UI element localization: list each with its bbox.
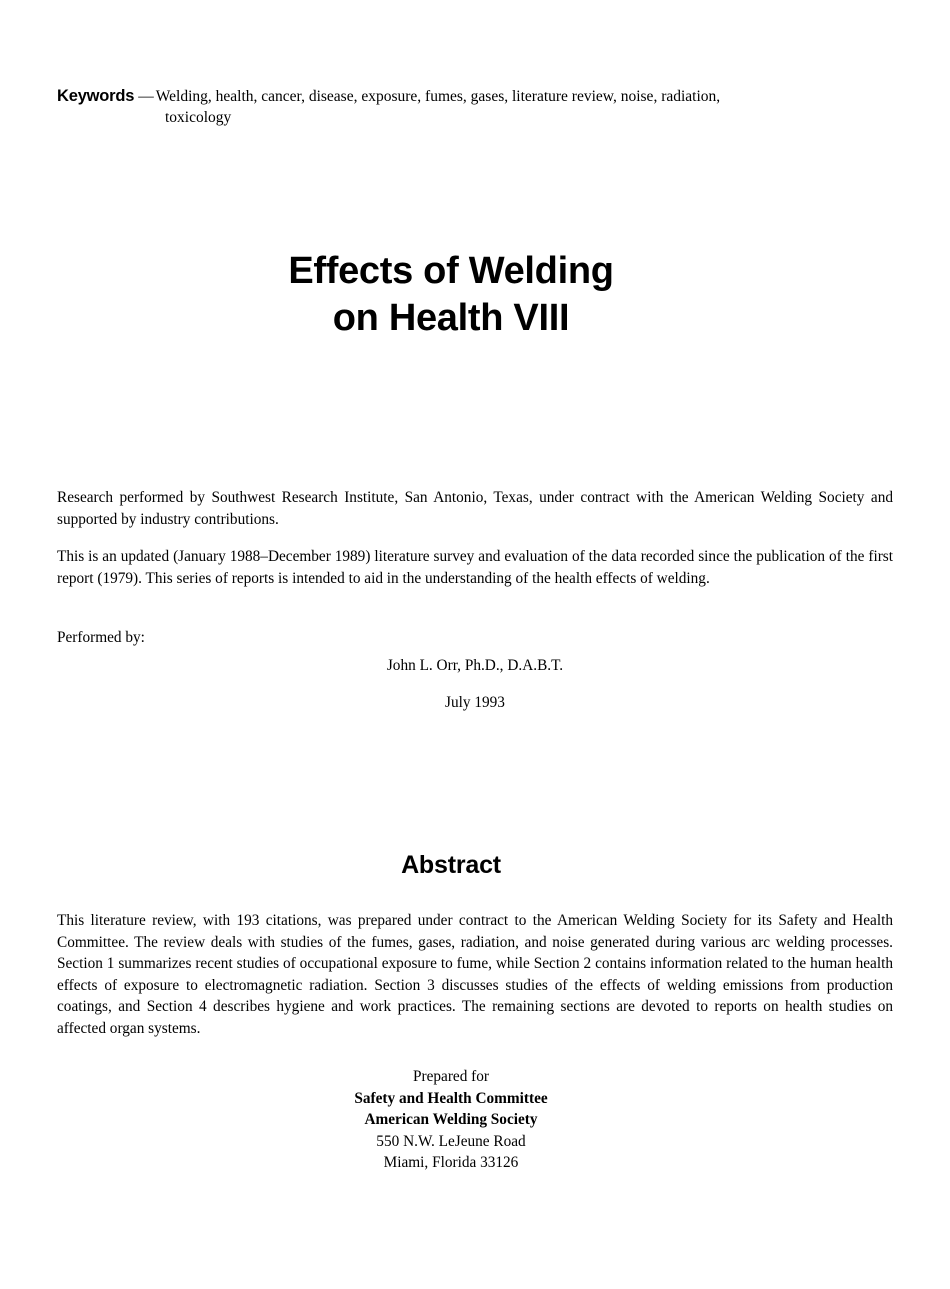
keywords-block xyxy=(57,86,847,128)
publication-date: July 1993 xyxy=(445,694,505,711)
page-title-line-1: Effects of Welding xyxy=(288,250,614,292)
performed-by-label: Performed by: xyxy=(57,629,145,646)
keywords-dash: — xyxy=(138,88,154,105)
prepared-for-city-state-zip: Miami, Florida 33126 xyxy=(383,1154,519,1171)
abstract-paragraph: This literature review, with 193 citations, was prepared under contract to the American Welding Society for its Safety and Health Committee. The review deals with studies of the fumes, gases, radiation, and noise generated during various arc welding processes. Section 1 summarizes recent studies of occupational exposure to fume, while Section 2 contains information related to the human health effects of exposure to electromagnetic radiation. Section 3 discusses studies of the effects of welding emissions from production coatings, and Section 4 describes hygiene and work practices. The remaining sections are devoted to reports on health studies on affected organ systems. xyxy=(57,912,893,1037)
prepared-for-street-address: 550 N.W. LeJeune Road xyxy=(376,1132,526,1150)
keywords-list-line-1: Welding, health, cancer, disease, exposure, fumes, gases, literature review, noise, radiation, xyxy=(155,88,721,105)
keywords-label: Keywords xyxy=(57,87,135,105)
prepared-for-label: Prepared for xyxy=(412,1068,490,1085)
survey-description-paragraph: This is an updated (January 1988–December 1989) literature survey and evaluation of the data recorded since the publication of the first report (1979). This series of reports is intended to aid in the understanding of the health effects of welding. xyxy=(57,548,893,587)
prepared-for-organization: American Welding Society xyxy=(364,1111,538,1128)
prepared-for-committee: Safety and Health Committee xyxy=(354,1089,548,1107)
author-name: John L. Orr, Ph.D., D.A.B.T. xyxy=(386,657,564,674)
prepared-for-block xyxy=(0,1066,902,1174)
page-title xyxy=(0,248,902,342)
keywords-list-line-2: toxicology xyxy=(165,109,232,126)
research-credit-paragraph: Research performed by Southwest Research Institute, San Antonio, Texas, under contract with the American Welding Society and supported by industry contributions. xyxy=(57,489,893,528)
abstract-heading: Abstract xyxy=(401,851,501,879)
page-title-line-2: on Health VIII xyxy=(332,297,570,339)
keywords-first-row xyxy=(57,86,847,107)
